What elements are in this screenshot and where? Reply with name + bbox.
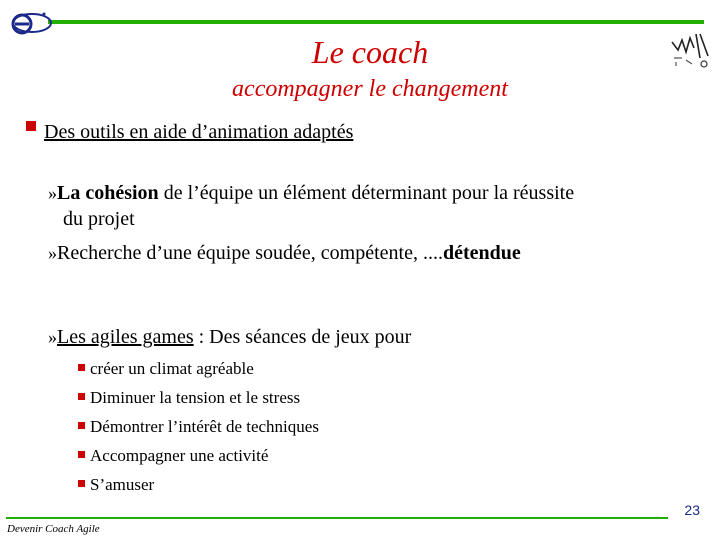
slide-subtitle: accompagner le changement [232,76,508,102]
point-team [48,240,698,266]
list-item-text: S’amuser [90,475,155,494]
level3-bullet [78,393,85,400]
level1-bullet [26,121,36,131]
list-item [78,416,319,438]
arrow-bullet: » [48,243,57,263]
level3-bullet [78,364,85,371]
list-item [78,387,300,409]
list-item [78,358,254,380]
point-cohesion-text: de l’équipe un élément déterminant pour la réussite [158,182,575,204]
slide-title: Le coach [311,34,429,70]
level3-bullet [78,422,85,429]
point-cohesion [48,180,698,232]
top-rule [48,20,704,24]
arrow-bullet: » [48,183,57,203]
point-agile-games-text: : Des séances de jeux pour [193,326,412,348]
list-item-text: créer un climat agréable [90,359,254,378]
point-team-bold: détendue [442,242,521,264]
page-number: 23 [684,502,700,518]
bottom-rule [6,517,668,519]
arrow-bullet: » [48,327,57,347]
list-item [78,445,268,467]
level3-bullet [78,480,85,487]
point-cohesion-continuation: du projet [63,208,135,230]
list-item [78,474,154,496]
agile-games-link[interactable]: Les agiles games [57,326,194,348]
point-team-text: Recherche d’une équipe soudée, compétente, .... [57,242,443,264]
section-heading: Des outils en aide d’animation adaptés [44,121,354,143]
point-cohesion-bold: La cohésion [57,182,159,204]
list-item-text: Accompagner une activité [90,446,269,465]
list-item-text: Diminuer la tension et le stress [90,388,301,407]
list-item-text: Démontrer l’intérêt de techniques [90,417,319,436]
footer-text: Devenir Coach Agile [7,523,100,535]
point-agile-games [48,324,698,350]
level3-bullet [78,451,85,458]
